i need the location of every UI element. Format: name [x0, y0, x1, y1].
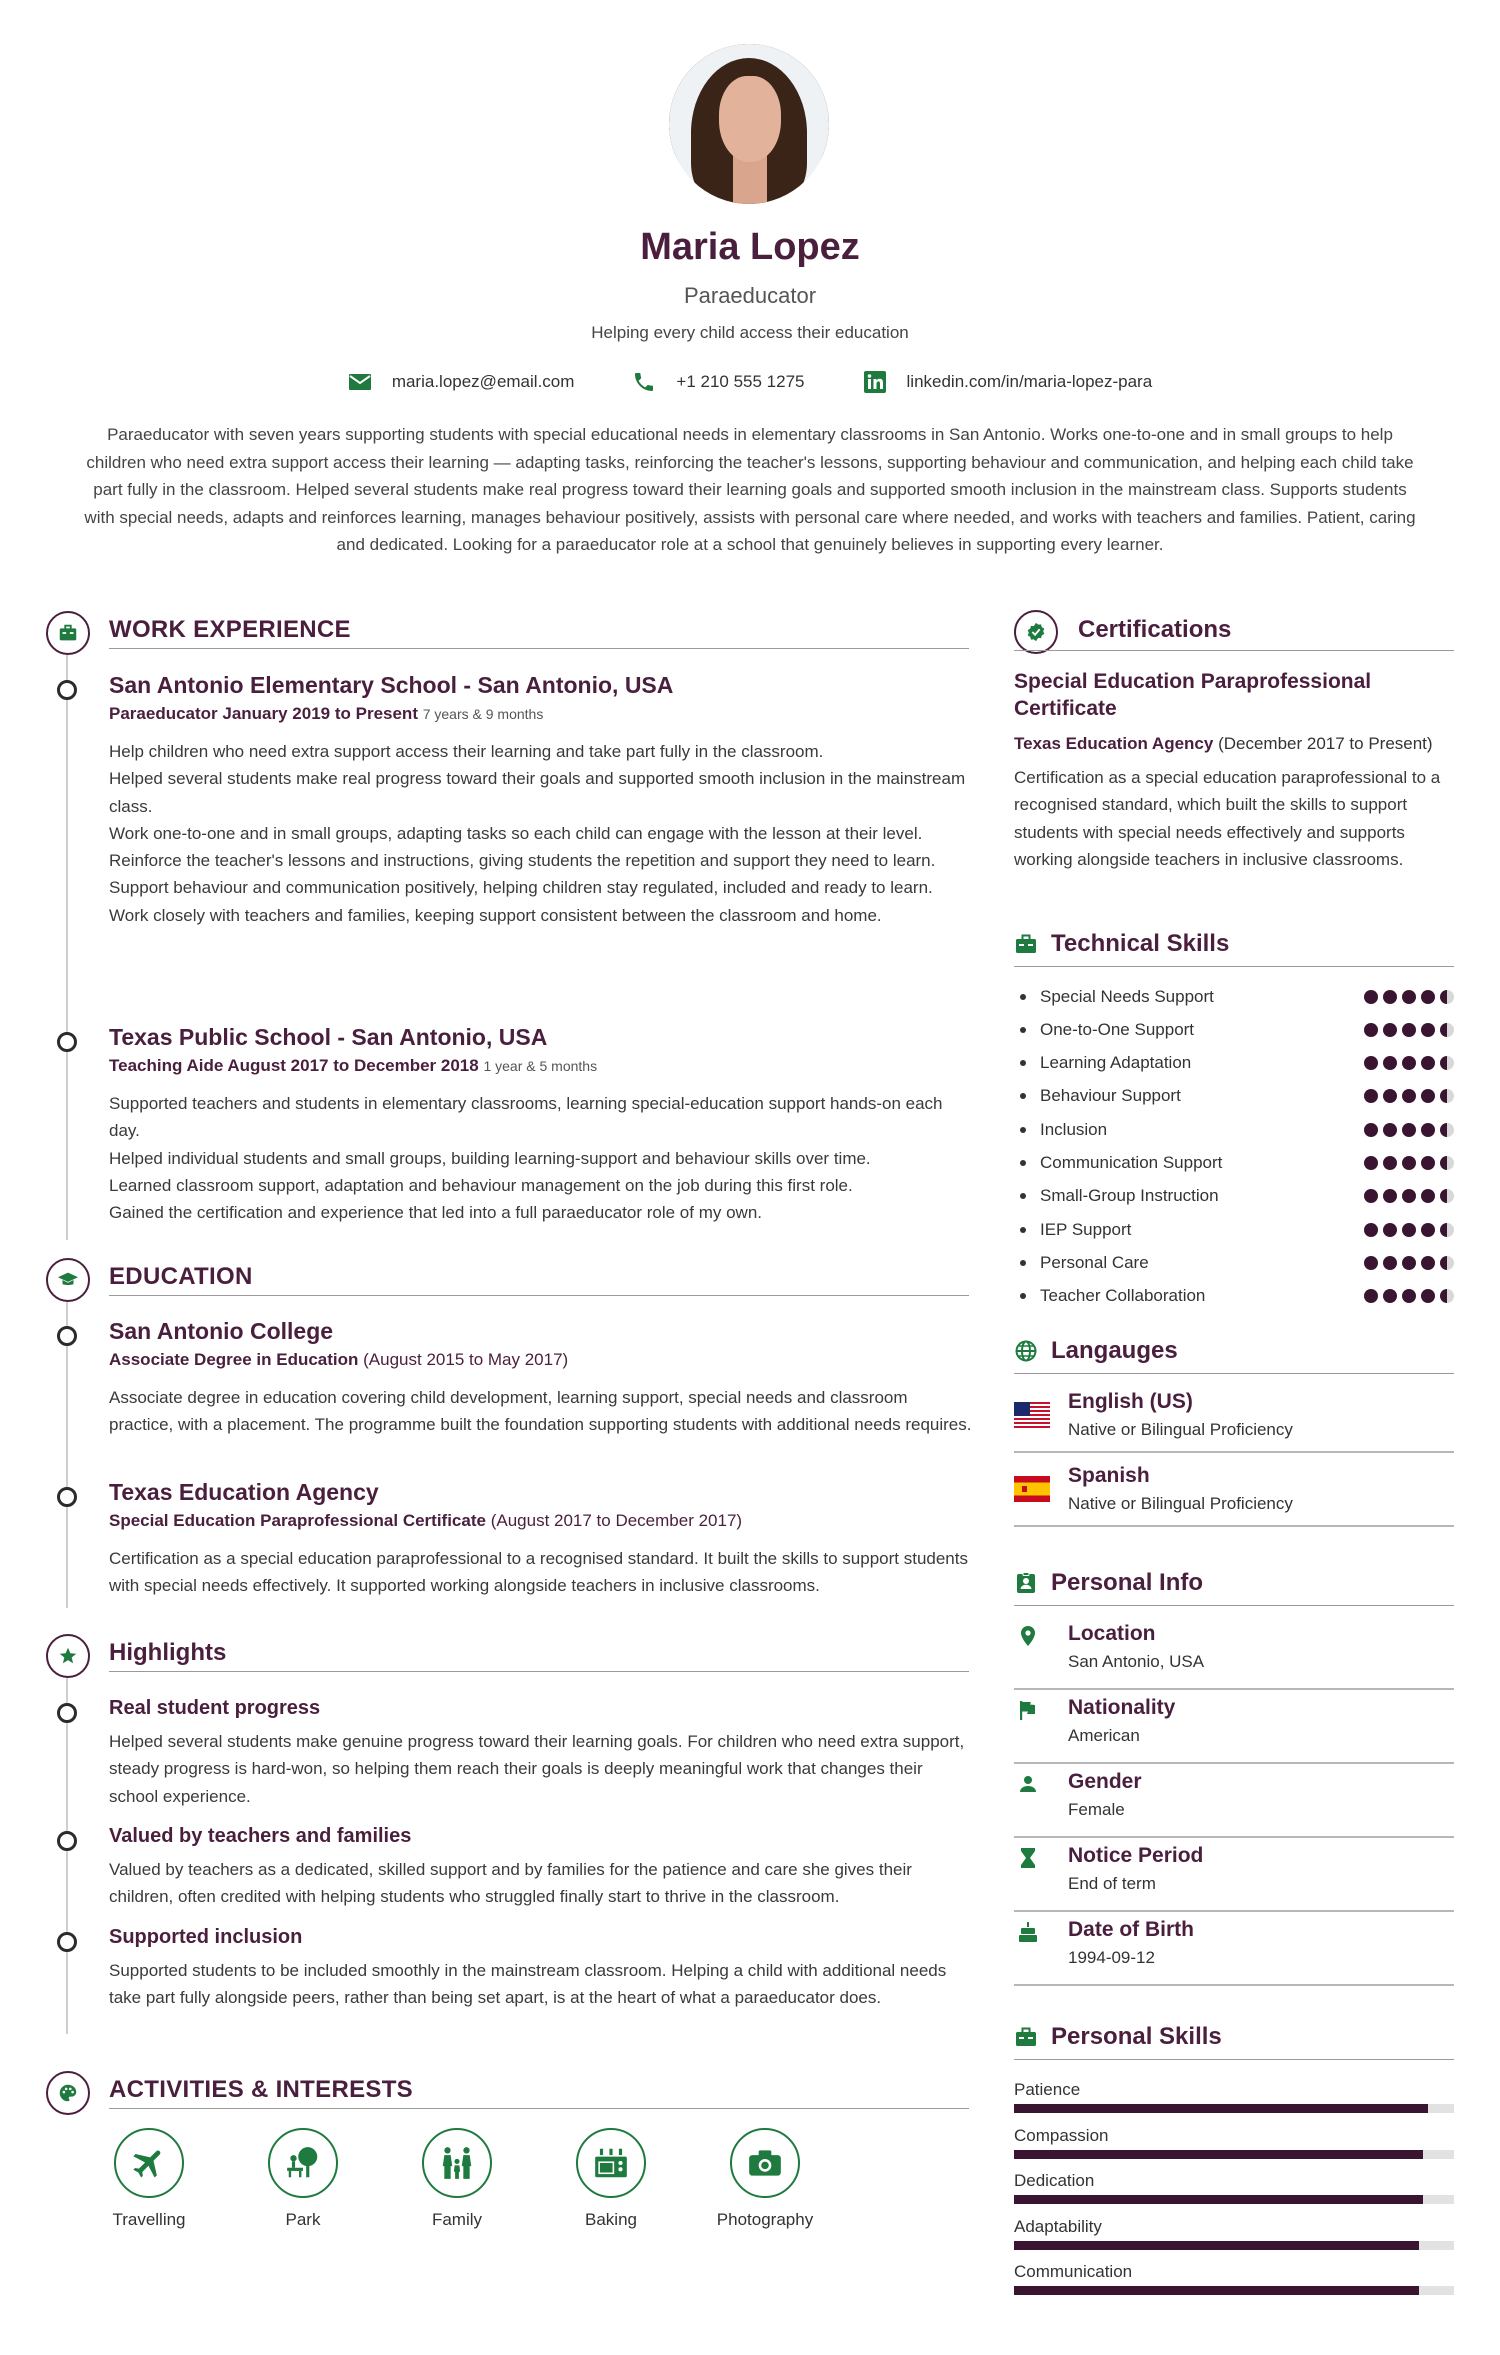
education-1-dates: (August 2015 to May 2017)	[363, 1350, 569, 1369]
rating-dot	[1421, 1256, 1435, 1270]
highlights-section-rule	[109, 1671, 969, 1672]
highlight-2-title: Valued by teachers and families	[109, 1825, 412, 1847]
education-section-icon	[46, 1258, 90, 1302]
bullet	[1020, 994, 1026, 1000]
work-timeline-line	[66, 650, 68, 1240]
education-section-title: EDUCATION	[109, 1263, 253, 1290]
rating-dot	[1402, 1056, 1416, 1070]
interest-item	[226, 2128, 380, 2230]
personal-skills-section-title: Personal Skills	[1051, 2023, 1222, 2050]
rating-dot	[1383, 1123, 1397, 1137]
rating-dot	[1364, 1256, 1378, 1270]
rating-dot	[1402, 1189, 1416, 1203]
education-2-degree-text: Special Education Paraprofessional Certificate	[109, 1511, 486, 1530]
email-icon	[348, 370, 372, 394]
baking-icon	[592, 2144, 630, 2182]
highlight-3-title: Supported inclusion	[109, 1926, 303, 1948]
skill-rating	[1364, 990, 1454, 1004]
job-2-dot	[57, 1032, 77, 1052]
technical-skill-name: Special Needs Support	[1040, 986, 1214, 1006]
interest-circle	[114, 2128, 184, 2198]
phone-icon	[632, 370, 656, 394]
education-section-rule	[109, 1295, 969, 1296]
skill-rating	[1364, 1056, 1454, 1070]
education-1-title: San Antonio College	[109, 1318, 334, 1344]
interest-label: Travelling	[112, 2210, 186, 2229]
work-section-title: WORK EXPERIENCE	[109, 616, 351, 643]
us-flag	[1014, 1402, 1050, 1428]
personal-skill-label: Communication	[1014, 2262, 1133, 2281]
rating-dot	[1383, 1089, 1397, 1103]
palette-icon	[57, 2082, 79, 2104]
bullet	[1020, 1293, 1026, 1299]
cake-icon	[1016, 1920, 1040, 1944]
verified-badge-icon	[1025, 621, 1047, 643]
interest-label: Park	[285, 2210, 321, 2229]
technical-skill-name: Communication Support	[1040, 1153, 1223, 1172]
technical-skill-name: Personal Care	[1040, 1252, 1149, 1272]
info-separator	[1014, 1910, 1454, 1912]
briefcase-icon	[57, 622, 79, 644]
technical-skills-section-title: Technical Skills	[1051, 930, 1230, 957]
rating-dot	[1440, 990, 1454, 1004]
language-1-name: English (US)	[1068, 1390, 1193, 1413]
personal-skill-bar	[1014, 2241, 1454, 2250]
info-notice-value: End of term	[1068, 1874, 1156, 1893]
info-dob-value: 1994-09-12	[1068, 1948, 1155, 1967]
rating-dot	[1421, 1289, 1435, 1303]
activities-section-icon	[46, 2071, 90, 2115]
highlights-section-title: Highlights	[109, 1639, 227, 1666]
job-1-position	[109, 704, 543, 724]
job-1-dot	[57, 680, 77, 700]
education-2-degree	[109, 1511, 742, 1531]
certification-name: Special Education Paraprofessional Certificate	[1014, 670, 1372, 720]
personal-skill-label: Compassion	[1014, 2125, 1109, 2145]
contact-phone[interactable]	[632, 370, 804, 394]
highlight-1-title: Real student progress	[109, 1697, 321, 1719]
rating-dot	[1364, 1023, 1378, 1037]
rating-dot	[1383, 1289, 1397, 1303]
education-2-title: Texas Education Agency	[109, 1479, 379, 1505]
certifications-section-title: Certifications	[1078, 616, 1232, 643]
rating-dot	[1364, 1289, 1378, 1303]
rating-dot	[1421, 1223, 1435, 1237]
activities-section-rule	[109, 2108, 969, 2109]
technical-skill-row	[1014, 1147, 1454, 1180]
id-badge-icon	[1014, 1571, 1038, 1595]
job-1-line: Work closely with teachers and families, keeping support consistent between the classroom and home.	[109, 905, 882, 925]
info-nationality-label: Nationality	[1068, 1696, 1176, 1719]
personal-skill-label: Patience	[1014, 2080, 1081, 2099]
personal-skill-bar	[1014, 2104, 1454, 2113]
rating-dot	[1440, 1089, 1454, 1103]
profile-summary: Paraeducator with seven years supporting students with special educational needs in elementary classrooms in San Antonio. Works one-to-one and in small groups to help children who need extra support access their learning — adapting tasks, reinforcing the teacher's lessons, supporting behaviour and communication, and helping each child take part fully in the classroom. Helped several students make real progress toward their learning goals and supported smooth inclusion in the mainstream class. Supports students with special needs, adapts and reinforces learning, manages behaviour positively, assists with personal care where needed, and works with teachers and families. Patient, caring and dedicated. Looking for a paraeducator role at a school that genuinely believes in supporting every learner.	[84, 425, 1416, 554]
bullet	[1020, 1060, 1026, 1066]
rating-dot	[1421, 1123, 1435, 1137]
email-text: maria.lopez@email.com	[391, 372, 575, 391]
info-separator	[1014, 1836, 1454, 1838]
rating-dot	[1421, 1023, 1435, 1037]
highlight-1-dot	[57, 1703, 77, 1723]
briefcase-icon	[1014, 932, 1038, 956]
star-icon	[57, 1645, 79, 1667]
languages-section-rule	[1014, 1373, 1454, 1374]
info-gender-value: Female	[1068, 1800, 1125, 1819]
personal-skill-label: Adaptability	[1014, 2216, 1102, 2236]
rating-dot	[1421, 1089, 1435, 1103]
education-1-description: Associate degree in education covering child development, learning support, special needs and classroom practice, with a placement. The programme built the foundation supporting students with additional needs requires.	[109, 1388, 972, 1435]
rating-dot	[1364, 1056, 1378, 1070]
job-1-duration: 7 years & 9 months	[422, 706, 544, 722]
activities-section-title: ACTIVITIES & INTERESTS	[109, 2076, 413, 2103]
language-1-level: Native or Bilingual Proficiency	[1068, 1420, 1293, 1439]
rating-dot	[1402, 1089, 1416, 1103]
interest-label: Family	[431, 2210, 483, 2229]
interest-item	[380, 2128, 534, 2230]
work-section-icon	[46, 611, 90, 655]
graduation-cap-icon	[57, 1269, 79, 1291]
technical-skills-section-rule	[1014, 966, 1454, 967]
technical-skill-name: One-to-One Support	[1040, 1019, 1195, 1039]
personal-skill-label: Dedication	[1014, 2171, 1095, 2190]
language-2-level: Native or Bilingual Proficiency	[1068, 1494, 1293, 1513]
hourglass-icon	[1016, 1846, 1040, 1870]
highlight-3-text: Supported students to be included smoothly in the mainstream classroom. Helping a child with additional needs take part fully alongside peers, rather than being set apart, is at the heart of what a paraeducator does.	[109, 1961, 947, 2008]
interest-item	[72, 2128, 226, 2230]
bullet	[1020, 1260, 1026, 1266]
candidate-name: Maria Lopez	[640, 226, 860, 268]
certification-dates: (December 2017 to Present)	[1218, 734, 1433, 753]
job-1-line: Reinforce the teacher's lessons and instructions, giving students the repetition and support they need to learn.	[109, 851, 936, 871]
rating-dot	[1383, 990, 1397, 1004]
globe-icon	[1014, 1339, 1038, 1363]
rating-dot	[1383, 1223, 1397, 1237]
candidate-role: Paraeducator	[683, 283, 817, 308]
contact-linkedin[interactable]	[863, 370, 1153, 394]
rating-dot	[1364, 1189, 1378, 1203]
profile-photo	[669, 44, 829, 204]
job-2-description	[109, 1090, 974, 1226]
rating-dot	[1402, 990, 1416, 1004]
linkedin-text: linkedin.com/in/maria-lopez-para	[906, 372, 1153, 391]
rating-dot	[1440, 1123, 1454, 1137]
personal-skill-bar-fill	[1014, 2241, 1419, 2250]
technical-skill-name: Small-Group Instruction	[1040, 1186, 1219, 1206]
rating-dot	[1440, 1256, 1454, 1270]
skill-rating	[1364, 1289, 1454, 1303]
rating-dot	[1421, 990, 1435, 1004]
info-separator	[1014, 1688, 1454, 1690]
personal-skill-bar-fill	[1014, 2150, 1423, 2159]
rating-dot	[1364, 1223, 1378, 1237]
certification-org-line	[1014, 734, 1433, 754]
highlights-section-icon	[46, 1634, 90, 1678]
info-gender-label: Gender	[1068, 1770, 1142, 1793]
job-1-title: San Antonio Elementary School - San Antonio, USA	[109, 672, 674, 698]
job-1-line: Helped several students make real progress toward their goals and supported smooth inclusion in the mainstream class.	[109, 769, 966, 816]
education-1-dot	[57, 1326, 77, 1346]
technical-skill-name: Behaviour Support	[1040, 1086, 1181, 1106]
phone-text: +1 210 555 1275	[676, 372, 805, 391]
technical-skill-row	[1014, 1213, 1454, 1246]
highlight-1-text: Helped several students make genuine progress toward their learning goals. For children who need extra support, steady progress is hard-won, so helping them reach their goals is deeply meaningful work that changes their school experience.	[109, 1732, 965, 1806]
park-icon	[284, 2144, 322, 2182]
candidate-tagline: Helping every child access their education	[591, 323, 909, 342]
job-2-position-text: Teaching Aide August 2017 to December 2018	[109, 1056, 479, 1075]
skill-rating	[1364, 1123, 1454, 1137]
rating-dot	[1421, 1189, 1435, 1203]
rating-dot	[1383, 1189, 1397, 1203]
job-2-title: Texas Public School - San Antonio, USA	[109, 1024, 548, 1050]
contact-email[interactable]	[348, 370, 575, 394]
language-2-name: Spanish	[1068, 1464, 1150, 1487]
personal-skill-bar	[1014, 2195, 1454, 2204]
interest-label: Photography	[716, 2210, 814, 2229]
certification-description: Certification as a special education paraprofessional to a recognised standard, which built the skills to support students with special needs effectively and supports working alongside teachers in inclusive classrooms.	[1014, 768, 1441, 869]
es-flag	[1014, 1476, 1050, 1502]
bullet	[1020, 1093, 1026, 1099]
bullet	[1020, 1027, 1026, 1033]
technical-skill-row	[1014, 1113, 1454, 1146]
rating-dot	[1364, 1123, 1378, 1137]
location-pin-icon	[1016, 1624, 1040, 1648]
rating-dot	[1421, 1156, 1435, 1170]
education-2-description: Certification as a special education paraprofessional to a recognised standard. It built the skills to support students with special needs effectively. It supported working alongside teachers in inclusive classrooms.	[109, 1549, 968, 1596]
info-separator	[1014, 1984, 1454, 1986]
job-2-line: Gained the certification and experience that led into a full paraeducator role of my own.	[109, 1203, 762, 1223]
technical-skill-row	[1014, 980, 1454, 1013]
info-location-value: San Antonio, USA	[1068, 1652, 1205, 1671]
education-2-dot	[57, 1487, 77, 1507]
camera-icon	[746, 2144, 784, 2182]
linkedin-icon	[863, 370, 887, 394]
rating-dot	[1383, 1056, 1397, 1070]
language-separator	[1014, 1451, 1454, 1453]
job-1-line: Support behaviour and communication positively, helping children stay regulated, included and ready to learn.	[109, 878, 933, 898]
bullet	[1020, 1193, 1026, 1199]
personal-skill-bar-fill	[1014, 2195, 1423, 2204]
highlight-3-dot	[57, 1932, 77, 1952]
personal-skill-bar-fill	[1014, 2104, 1428, 2113]
technical-skill-row	[1014, 1280, 1454, 1313]
rating-dot	[1440, 1156, 1454, 1170]
rating-dot	[1364, 1156, 1378, 1170]
technical-skill-name: Learning Adaptation	[1040, 1053, 1192, 1073]
highlight-2-dot	[57, 1831, 77, 1851]
rating-dot	[1364, 990, 1378, 1004]
skill-rating	[1364, 1223, 1454, 1237]
certifications-section-rule	[1014, 650, 1454, 651]
personal-skill-bar	[1014, 2150, 1454, 2159]
plane-icon	[130, 2144, 168, 2182]
rating-dot	[1440, 1289, 1454, 1303]
personal-skills-section-rule	[1014, 2059, 1454, 2060]
interest-circle	[730, 2128, 800, 2198]
bullet	[1020, 1160, 1026, 1166]
skill-rating	[1364, 1023, 1454, 1037]
skill-rating	[1364, 1256, 1454, 1270]
bullet	[1020, 1227, 1026, 1233]
info-separator	[1014, 1762, 1454, 1764]
info-nationality-value: American	[1068, 1726, 1140, 1745]
highlights-timeline-line	[66, 1674, 68, 2034]
skill-rating	[1364, 1189, 1454, 1203]
education-1-degree	[109, 1350, 568, 1370]
interest-item	[688, 2128, 842, 2230]
job-2-line: Helped individual students and small groups, building learning-support and behaviour skills over time.	[109, 1148, 871, 1168]
technical-skill-name: Teacher Collaboration	[1040, 1286, 1206, 1306]
rating-dot	[1440, 1223, 1454, 1237]
technical-skill-name: IEP Support	[1040, 1219, 1132, 1239]
job-2-line: Learned classroom support, adaptation and behaviour management on the job during this first role.	[109, 1175, 853, 1195]
personal-info-section-title: Personal Info	[1051, 1569, 1204, 1596]
rating-dot	[1402, 1123, 1416, 1137]
technical-skill-row	[1014, 1013, 1454, 1046]
rating-dot	[1364, 1089, 1378, 1103]
work-section-rule	[109, 648, 969, 649]
rating-dot	[1421, 1056, 1435, 1070]
education-2-dates: (August 2017 to December 2017)	[490, 1511, 743, 1530]
rating-dot	[1402, 1256, 1416, 1270]
job-2-line: Supported teachers and students in elementary classrooms, learning special-education support hands-on each day.	[109, 1094, 943, 1141]
job-1-line: Help children who need extra support access their learning and take part fully in the classroom.	[109, 742, 824, 761]
bullet	[1020, 1127, 1026, 1133]
job-2-position	[109, 1056, 597, 1076]
interest-circle	[422, 2128, 492, 2198]
language-separator	[1014, 1525, 1454, 1527]
languages-section-title: Langauges	[1051, 1337, 1178, 1364]
job-1-line: Work one-to-one and in small groups, adapting tasks so each child can engage with the lesson at their level.	[109, 823, 923, 843]
info-dob-label: Date of Birth	[1068, 1918, 1194, 1941]
rating-dot	[1440, 1056, 1454, 1070]
briefcase-icon	[1014, 2025, 1038, 2049]
highlight-2-text: Valued by teachers as a dedicated, skilled support and by families for the patience and care she gives their children, often credited with helping students who struggled finally start to thrive in the classroom.	[109, 1860, 912, 1907]
rating-dot	[1402, 1156, 1416, 1170]
technical-skill-row	[1014, 1047, 1454, 1080]
interest-circle	[576, 2128, 646, 2198]
personal-skill-bar	[1014, 2286, 1454, 2295]
contact-bar	[0, 370, 1500, 394]
rating-dot	[1383, 1256, 1397, 1270]
interest-item	[534, 2128, 688, 2230]
personal-info-section-rule	[1014, 1605, 1454, 1606]
skill-rating	[1364, 1089, 1454, 1103]
person-icon	[1016, 1772, 1040, 1796]
technical-skill-row	[1014, 1080, 1454, 1113]
rating-dot	[1440, 1023, 1454, 1037]
rating-dot	[1402, 1023, 1416, 1037]
family-icon	[438, 2144, 476, 2182]
info-location-label: Location	[1068, 1622, 1156, 1645]
interests-list	[72, 2128, 842, 2230]
skill-rating	[1364, 1156, 1454, 1170]
certifications-section-icon	[1014, 610, 1058, 654]
info-notice-label: Notice Period	[1068, 1844, 1204, 1867]
technical-skill-row	[1014, 1246, 1454, 1279]
rating-dot	[1402, 1289, 1416, 1303]
technical-skill-row	[1014, 1180, 1454, 1213]
personal-skill-bar-fill	[1014, 2286, 1419, 2295]
interest-label: Baking	[585, 2210, 637, 2229]
certification-org: Texas Education Agency	[1014, 734, 1214, 753]
rating-dot	[1383, 1023, 1397, 1037]
rating-dot	[1402, 1223, 1416, 1237]
technical-skill-name: Inclusion	[1040, 1119, 1108, 1139]
flag-icon	[1016, 1698, 1040, 1722]
job-1-description	[109, 738, 974, 929]
rating-dot	[1383, 1156, 1397, 1170]
job-2-duration: 1 year & 5 months	[483, 1058, 598, 1074]
rating-dot	[1440, 1189, 1454, 1203]
education-1-degree-text: Associate Degree in Education	[109, 1350, 359, 1369]
job-1-position-text: Paraeducator January 2019 to Present	[109, 704, 418, 723]
interest-circle	[268, 2128, 338, 2198]
